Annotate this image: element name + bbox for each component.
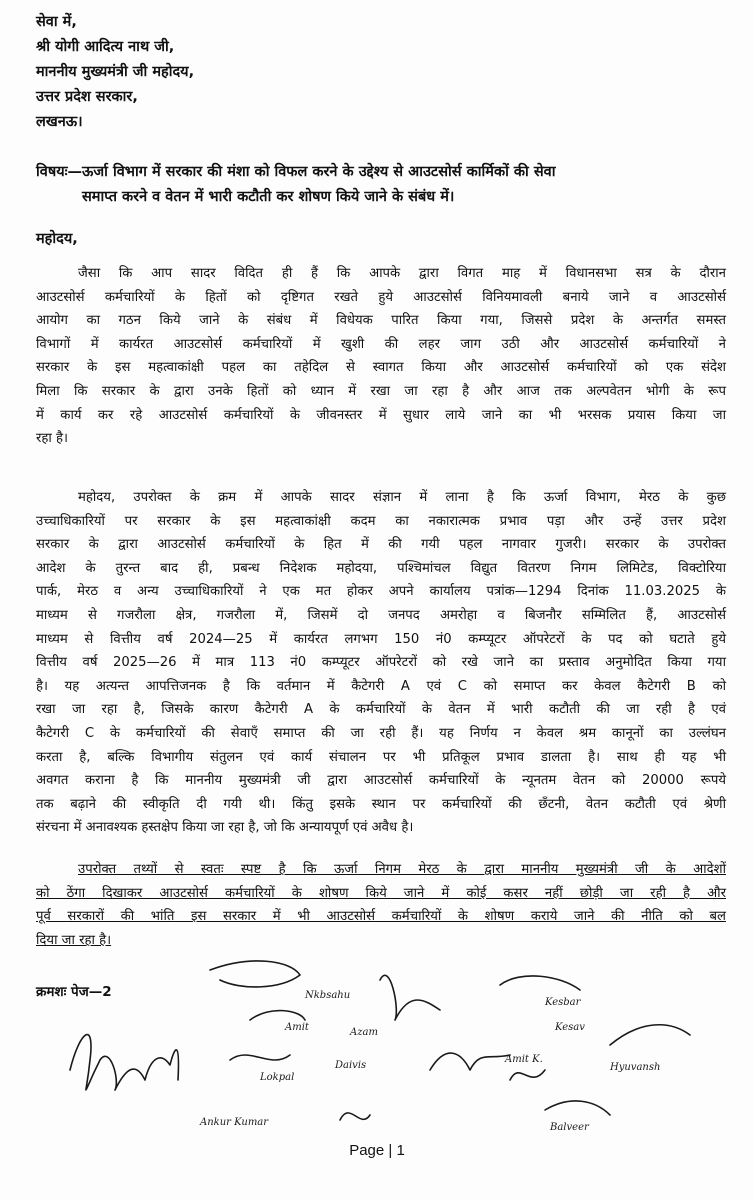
signature-10	[230, 1055, 290, 1060]
signature-label: Azam	[350, 1027, 378, 1038]
text-line: आउटसोर्स कर्मचारियों के हितों को दृष्टिगत रखते हुये आउटसोर्स विनियमावली बनाये जाने व आउटसोर्स	[36, 289, 726, 305]
text-line: दिया जा रहा है।	[36, 932, 112, 948]
salutation: महोदय,	[36, 231, 78, 247]
continued-note: क्रमशः पेज—2	[36, 984, 112, 1000]
signature-8	[510, 1070, 545, 1080]
text-line: महोदय, उपरोक्त के क्रम में आपके सादर संज्ञान में लाना है कि ऊर्जा विभाग, मेरठ के कुछ	[78, 490, 726, 505]
subject-line: विषयः—ऊर्जा विभाग में सरकार की मंशा को विफल करने के उद्देश्य से आउटसोर्स कार्मिकों की सेवा	[36, 164, 556, 180]
signature-4	[380, 975, 440, 1020]
signature-label: Ankur Kumar	[200, 1117, 269, 1128]
address-line: उत्तर प्रदेश सरकार,	[36, 89, 138, 105]
text-line: रखा जा रहा है, जिसके कारण कैटेगरी A के कर्मचारियों के वेतन में भारी कटौती की जा रही है एवं	[36, 702, 726, 718]
signature-1	[70, 1035, 178, 1090]
address-line: लखनऊ।	[36, 114, 83, 130]
signature-label: Kesbar	[545, 997, 581, 1008]
signature-label: Balveer	[550, 1122, 589, 1133]
text-line: तक बढ़ाने की स्वीकृति दी गयी थी। किंतु इसके स्थान पर कर्मचारियों की छँटनी, वेतन कटौती एवं श्रेणी	[36, 796, 726, 812]
text-line: जैसा कि आप सादर विदित ही हैं कि आपके द्वारा विगत माह में विधानसभा सत्र के दौरान	[78, 266, 726, 281]
signature-2	[210, 961, 300, 987]
text-line: आदेश के तुरन्त बाद ही, प्रबन्ध निदेशक महोदया, पश्चिमांचल विद्युत वितरण निगम लिमिटेड, विक्टोरिया	[36, 560, 726, 576]
signature-label: Nkbsahu	[305, 990, 351, 1001]
recipient-address	[36, 10, 194, 135]
text-line: माध्यम से वित्तीय वर्ष 2024—25 में कार्यरत लगभग 150 नं0 कम्प्यूटर ऑपरेटरों के पद को घटाते हुये	[36, 631, 726, 647]
signature-6	[610, 1025, 690, 1045]
signature-7	[430, 1053, 510, 1070]
text-line: कैटेगरी C के कर्मचारियों की सेवाएँ समाप्त की जा रही हैं। यह निर्णय न केवल श्रम कानूनों का उल्लंघन	[36, 725, 726, 741]
signatures-area	[50, 950, 710, 1150]
text-line: करता है, बल्कि विभागीय संतुलन एवं कार्य संचालन पर भी प्रतिकूल प्रभाव डालता है। साथ ही यह भी	[36, 749, 726, 765]
address-line: माननीय मुख्यमंत्री जी महोदय,	[36, 64, 195, 80]
address-line: श्री योगी आदित्य नाथ जी,	[36, 39, 175, 55]
text-line: है। यह अत्यन्त आपत्तिजनक है कि वर्तमान में कैटेगरी A एवं C को समाप्त कर केवल कैटेगरी B को	[36, 678, 726, 694]
signature-label: Kesav	[555, 1022, 585, 1033]
text-line: सरकार के द्वारा आउटसोर्स कर्मचारियों के हित में की गयी पहल नागवार गुजरी। सरकार के उपरोक्त	[36, 537, 726, 553]
signature-11	[340, 1113, 370, 1120]
signature-label: Amit	[285, 1022, 309, 1033]
text-line: सरकार के इस महत्वाकांक्षी पहल का तहेदिल से स्वागत किया और आउटसोर्स कर्मचारियों को एक संदेश	[36, 360, 726, 376]
signature-label: Amit K.	[505, 1054, 543, 1065]
text-line: उपरोक्त तथ्यों से स्वतः स्पष्ट है कि ऊर्जा निगम मेरठ के द्वारा माननीय मुख्यमंत्री जी के आदेशों	[78, 862, 726, 877]
page-number: Page | 1	[349, 1142, 405, 1159]
text-line: मिला कि सरकार के द्वारा उनके हितों को ध्यान में रखा जा रहा है और आज तक अल्पवेतन भोगी के रूप	[36, 383, 726, 399]
signature-9	[545, 1101, 610, 1115]
text-line: पार्क, मेरठ व अन्य उच्चाधिकारियों ने एक मत होकर अपने कार्यालय पत्रांक—1294 दिनांक 11.03.2025 के	[36, 584, 726, 600]
signature-3	[250, 1011, 305, 1020]
paragraph-2	[36, 486, 726, 840]
text-line: को ठेंगा दिखाकर आउटसोर्स कर्मचारियों के शोषण किये जाने में कोई कसर नहीं छोड़ी जा रही है और	[36, 885, 726, 901]
signature-label: Lokpal	[260, 1072, 295, 1083]
text-line: पूर्व सरकारों की भांति इस सरकार में भी आउटसोर्स कर्मचारियों के शोषण कराये जाने की नीति को बल	[36, 909, 726, 925]
signature-label: Daivis	[335, 1060, 367, 1071]
text-line: संरचना में अनावश्यक हस्तक्षेप किया जा रहा है, जो कि अन्यायपूर्ण एवं अवैध है।	[36, 820, 414, 836]
text-line: विभागों में कार्यरत आउटसोर्स कर्मचारियों में खुशी की लहर जाग उठी और आउटसोर्स कर्मचारियों ने	[36, 336, 726, 352]
signature-label: Hyuvansh	[610, 1062, 661, 1073]
text-line: वित्तीय वर्ष 2025—26 में मात्र 113 नं0 कम्प्यूटर ऑपरेटरों को रखे जाने का प्रस्ताव अनुमोदित किया गया	[36, 655, 726, 671]
text-line: उच्चाधिकारियों पर सरकार के इस महत्वाकांक्षी कदम का नकारात्मक प्रभाव पड़ा और उन्हें उत्तर प्रदेश	[36, 513, 726, 529]
address-line: सेवा में,	[36, 14, 77, 30]
text-line: माध्यम से गजरौला क्षेत्र, गजरौला में, जिसमें दो जनपद अमरोहा व बिजनौर सम्मिलित हैं, आउटसोर्स	[36, 607, 726, 623]
paragraph-1	[36, 262, 726, 451]
text-line: में कार्य कर रहे आउटसोर्स कर्मचारियों के जीवनस्तर में सुधार लाये जाने का भी भरसक प्रयास किया जा	[36, 407, 726, 423]
text-line: आयोग का गठन किये जाने के संबंध में विधेयक पारित किया गया, जिससे प्रदेश के अन्तर्गत समस्त	[36, 313, 726, 329]
subject-line: समाप्त करने व वेतन में भारी कटौती कर शोषण किये जाने के संबंध में।	[82, 189, 455, 205]
text-line: रहा है।	[36, 431, 69, 447]
paragraph-3	[36, 858, 726, 952]
text-line: अवगत कराना है कि माननीय मुख्यमंत्री जी द्वारा आउटसोर्स कर्मचारियों के न्यूनतम वेतन को 20000 रूपये	[36, 773, 726, 789]
subject	[36, 160, 726, 210]
signature-5	[500, 976, 580, 990]
